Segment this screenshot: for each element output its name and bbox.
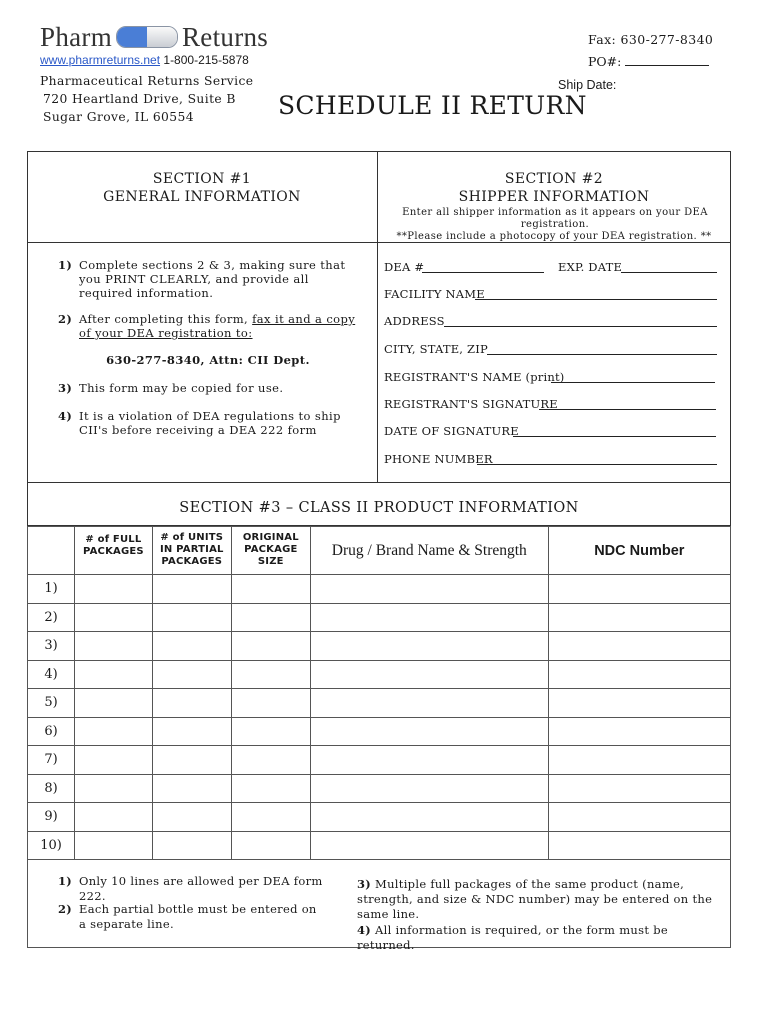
package-size-cell[interactable] [231, 746, 310, 775]
instruction-item: 2) After completing this form, fax it and a copy of your DEA registration to: [58, 312, 356, 340]
city-state-zip-field[interactable] [384, 342, 488, 356]
package-size-cell[interactable] [231, 575, 310, 604]
package-size-cell[interactable] [231, 689, 310, 718]
footer-note: 3) Multiple full packages of the same product (name, strength, and size & NDC number) may be entered on the same line. [357, 877, 713, 921]
section2-subheading: SHIPPER INFORMATION [458, 189, 650, 205]
drug-name-cell[interactable] [310, 660, 548, 689]
row-number: 7) [28, 746, 75, 775]
exp-date-label: EXP. DATE [558, 260, 623, 274]
full-packages-cell[interactable] [75, 660, 153, 689]
package-size-cell[interactable] [231, 831, 310, 860]
col-package-size: ORIGINAL PACKAGE SIZE [231, 527, 310, 575]
partial-units-cell[interactable] [152, 660, 231, 689]
package-size-cell[interactable] [231, 803, 310, 832]
partial-units-cell[interactable] [152, 803, 231, 832]
ndc-cell[interactable] [548, 803, 730, 832]
fax-attention: 630-277-8340, Attn: CII Dept. [106, 353, 310, 367]
footer-note: 1) Only 10 lines are allowed per DEA form 222. [58, 874, 323, 903]
section2-header [378, 170, 730, 206]
instruction-item: 1) Complete sections 2 & 3, making sure that you PRINT CLEARLY, and provide all required information. [58, 258, 346, 300]
section2-heading: SECTION #2 [504, 171, 604, 187]
drug-name-cell[interactable] [310, 632, 548, 661]
partial-units-cell[interactable] [152, 831, 231, 860]
phone-number: 1-800-215-5878 [163, 53, 249, 67]
table-row [28, 774, 731, 803]
instruction-item: 4) It is a violation of DEA regulations to ship CII's before receiving a DEA 222 form [58, 409, 341, 437]
table-row [28, 660, 731, 689]
section1-subheading: GENERAL INFORMATION [103, 189, 301, 205]
col-ndc: NDC Number [548, 527, 730, 575]
drug-name-cell[interactable] [310, 746, 548, 775]
brand-name-right: Returns [182, 22, 269, 52]
ndc-cell[interactable] [548, 632, 730, 661]
row-number: 8) [28, 774, 75, 803]
footer-note: 2) Each partial bottle must be entered on a separate line. [58, 902, 317, 931]
table-row [28, 746, 731, 775]
row-number: 4) [28, 660, 75, 689]
page-title: SCHEDULE II RETURN [278, 91, 587, 120]
drug-name-cell[interactable] [310, 831, 548, 860]
website-link[interactable]: www.pharmreturns.net [40, 53, 161, 67]
drug-name-cell[interactable] [310, 689, 548, 718]
ndc-cell[interactable] [548, 689, 730, 718]
po-label: PO#: [588, 54, 622, 69]
drug-name-cell[interactable] [310, 717, 548, 746]
package-size-cell[interactable] [231, 774, 310, 803]
col-drug-name: Drug / Brand Name & Strength [310, 527, 548, 575]
address-label: ADDRESS [384, 314, 445, 328]
table-row [28, 575, 731, 604]
company-address [40, 72, 253, 126]
full-packages-cell[interactable] [75, 603, 153, 632]
section2-note-photocopy: **Please include a photocopy of your DEA registration. ** [396, 231, 712, 242]
table-row [28, 689, 731, 718]
date-of-signature-field[interactable] [384, 424, 519, 438]
dea-label: DEA # [384, 260, 425, 274]
address-line: Sugar Grove, IL 60554 [43, 110, 194, 124]
po-field[interactable] [588, 54, 709, 69]
ndc-cell[interactable] [548, 746, 730, 775]
footer-note: 4) All information is required, or the form must be returned. [357, 923, 668, 952]
phone-number-field[interactable] [384, 452, 493, 466]
package-size-cell[interactable] [231, 603, 310, 632]
partial-units-cell[interactable] [152, 774, 231, 803]
ndc-cell[interactable] [548, 774, 730, 803]
product-table [27, 526, 731, 860]
fax-number: Fax: 630-277-8340 [588, 32, 714, 47]
full-packages-cell[interactable] [75, 717, 153, 746]
col-partial-units: # of UNITS IN PARTIAL PACKAGES [152, 527, 231, 575]
col-full-packages: # of FULL PACKAGES [75, 527, 153, 575]
row-number: 1) [28, 575, 75, 604]
facility-name-field[interactable] [384, 287, 485, 301]
partial-units-cell[interactable] [152, 717, 231, 746]
partial-units-cell[interactable] [152, 632, 231, 661]
row-number: 6) [28, 717, 75, 746]
full-packages-cell[interactable] [75, 746, 153, 775]
table-row [28, 717, 731, 746]
registrant-signature-label: REGISTRANT'S SIGNATURE [384, 397, 558, 411]
ndc-cell[interactable] [548, 717, 730, 746]
row-number: 9) [28, 803, 75, 832]
full-packages-cell[interactable] [75, 774, 153, 803]
row-number: 3) [28, 632, 75, 661]
dea-field[interactable] [384, 260, 424, 274]
contact-line [40, 53, 249, 67]
drug-name-cell[interactable] [310, 774, 548, 803]
full-packages-cell[interactable] [75, 689, 153, 718]
capsule-icon [116, 26, 178, 48]
full-packages-cell[interactable] [75, 575, 153, 604]
address-line: Pharmaceutical Returns Service [40, 74, 254, 88]
registrant-name-field[interactable] [384, 370, 564, 384]
row-number: 2) [28, 603, 75, 632]
package-size-cell[interactable] [231, 632, 310, 661]
full-packages-cell[interactable] [75, 831, 153, 860]
table-row [28, 803, 731, 832]
package-size-cell[interactable] [231, 660, 310, 689]
address-field[interactable] [384, 314, 445, 328]
ndc-cell[interactable] [548, 660, 730, 689]
date-of-signature-label: DATE OF SIGNATURE [384, 424, 519, 438]
full-packages-cell[interactable] [75, 803, 153, 832]
phone-number-label: PHONE NUMBER [384, 452, 493, 466]
brand-name-left: Pharm [40, 22, 112, 52]
ndc-cell[interactable] [548, 603, 730, 632]
address-line: 720 Heartland Drive, Suite B [43, 92, 236, 106]
registrant-name-label: REGISTRANT'S NAME (print) [384, 370, 565, 384]
full-packages-cell[interactable] [75, 632, 153, 661]
ndc-cell[interactable] [548, 575, 730, 604]
partial-units-cell[interactable] [152, 603, 231, 632]
row-number: 5) [28, 689, 75, 718]
section2-note: Enter all shipper information as it appears on your DEA registration. [402, 207, 708, 230]
drug-name-cell[interactable] [310, 603, 548, 632]
table-header-row [28, 527, 731, 575]
brand-logo [40, 22, 268, 53]
section1-header [27, 170, 377, 206]
partial-units-cell[interactable] [152, 746, 231, 775]
section1-heading: SECTION #1 [152, 171, 252, 187]
drug-name-cell[interactable] [310, 575, 548, 604]
table-row [28, 632, 731, 661]
instruction-item: 3) This form may be copied for use. [58, 381, 284, 395]
ship-date-label: Ship Date: [558, 78, 617, 92]
table-row [28, 831, 731, 860]
ndc-cell[interactable] [548, 831, 730, 860]
row-number: 10) [28, 831, 75, 860]
section3-heading: SECTION #3 – CLASS II PRODUCT INFORMATION [179, 500, 579, 516]
exp-date-field[interactable] [558, 260, 622, 274]
table-row [28, 603, 731, 632]
registrant-signature-field[interactable] [384, 397, 558, 411]
package-size-cell[interactable] [231, 717, 310, 746]
city-state-zip-label: CITY, STATE, ZIP [384, 342, 488, 356]
partial-units-cell[interactable] [152, 689, 231, 718]
facility-name-label: FACILITY NAME [384, 287, 485, 301]
partial-units-cell[interactable] [152, 575, 231, 604]
drug-name-cell[interactable] [310, 803, 548, 832]
